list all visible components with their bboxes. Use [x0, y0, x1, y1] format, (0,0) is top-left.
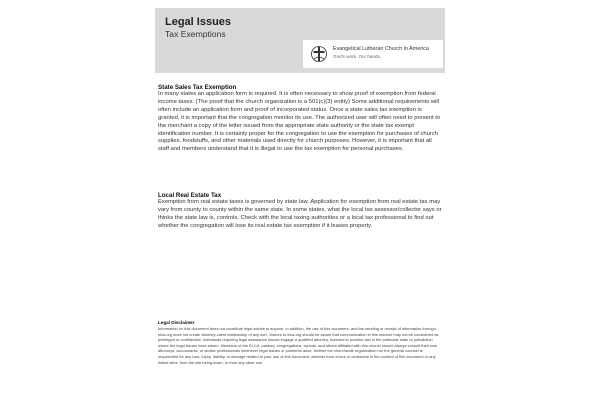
section-local-real-estate-tax — [158, 192, 443, 231]
section-body: Exemption from real estate taxes is governed by state law. Application for exemption from real estate tax may vary from county to county within the same state. In some states, what the local tax assessor/collector says or thinks the state law is, controls. Check with the local taxing authorities or a local tax professional to find out whether the congregation will lose its real estate tax exemption if it leases property. — [158, 199, 442, 229]
section-heading: Local Real Estate Tax — [158, 192, 222, 199]
section-body: In many states an application form is required. It is often necessary to show proof of exemption from federal income taxes. (The proof that the church organization is a 501(c)(3) entity) Some additional requirements will often include an application form and proof of incorporated status. Once a state sales tax exemption is granted, it is important that the congregation monitor its use. The authorized user will often need to present to the merchant a copy of the letter issued from the appropriate state authority or the state tax exempt identification number. It is certainly proper for the congregation to use the exemption for purchases of church supplies, foodstuffs, and other materials used directly for church purposes. However, it is important that all staff and members understand that it is illegal to use the tax exemption for personal purchases. — [158, 91, 441, 153]
elca-cross-icon — [311, 45, 327, 63]
disclaimer-heading: Legal Disclaimer — [158, 320, 195, 325]
page-subtitle: Tax Exemptions — [165, 29, 226, 39]
page-title: Legal Issues — [165, 16, 232, 28]
legal-disclaimer — [158, 320, 443, 365]
document-page — [155, 0, 445, 400]
disclaimer-body: Information on this document does not constitute legal advice to anyone. In addition, the use of this document, and the sending or receipt of information through elca.org does not create attorney-client relationship of any sort. Visitors to elca.org should be aware that communication in this manner may not be considered as privileged or confidential. Individuals requiring legal assistance should engage a qualified attorney, licensed to practice law in the particular state or jurisdiction where the legal issues have arisen. Members of the ELCA, pastors, congregations, synods, and others affiliated with this church should always consult their own attorneys, accountants, or similar professionals whenever legal issues or problems arise. Neither the churchwide organization nor the general counsel is responsible for any loss, injury, liability, or damage related to your use of this document, whether from errors or omissions in the content of this document or any linked sites, from the site being down, or from any other use. — [158, 326, 439, 365]
section-state-sales-tax — [158, 84, 443, 154]
logo-tagline: God’s work. Our hands. — [333, 54, 382, 59]
logo-name: Evangelical Lutheran Church in America — [333, 46, 429, 52]
elca-logo — [303, 40, 443, 68]
section-heading: State Sales Tax Exemption — [158, 84, 237, 91]
header-band — [155, 8, 445, 73]
